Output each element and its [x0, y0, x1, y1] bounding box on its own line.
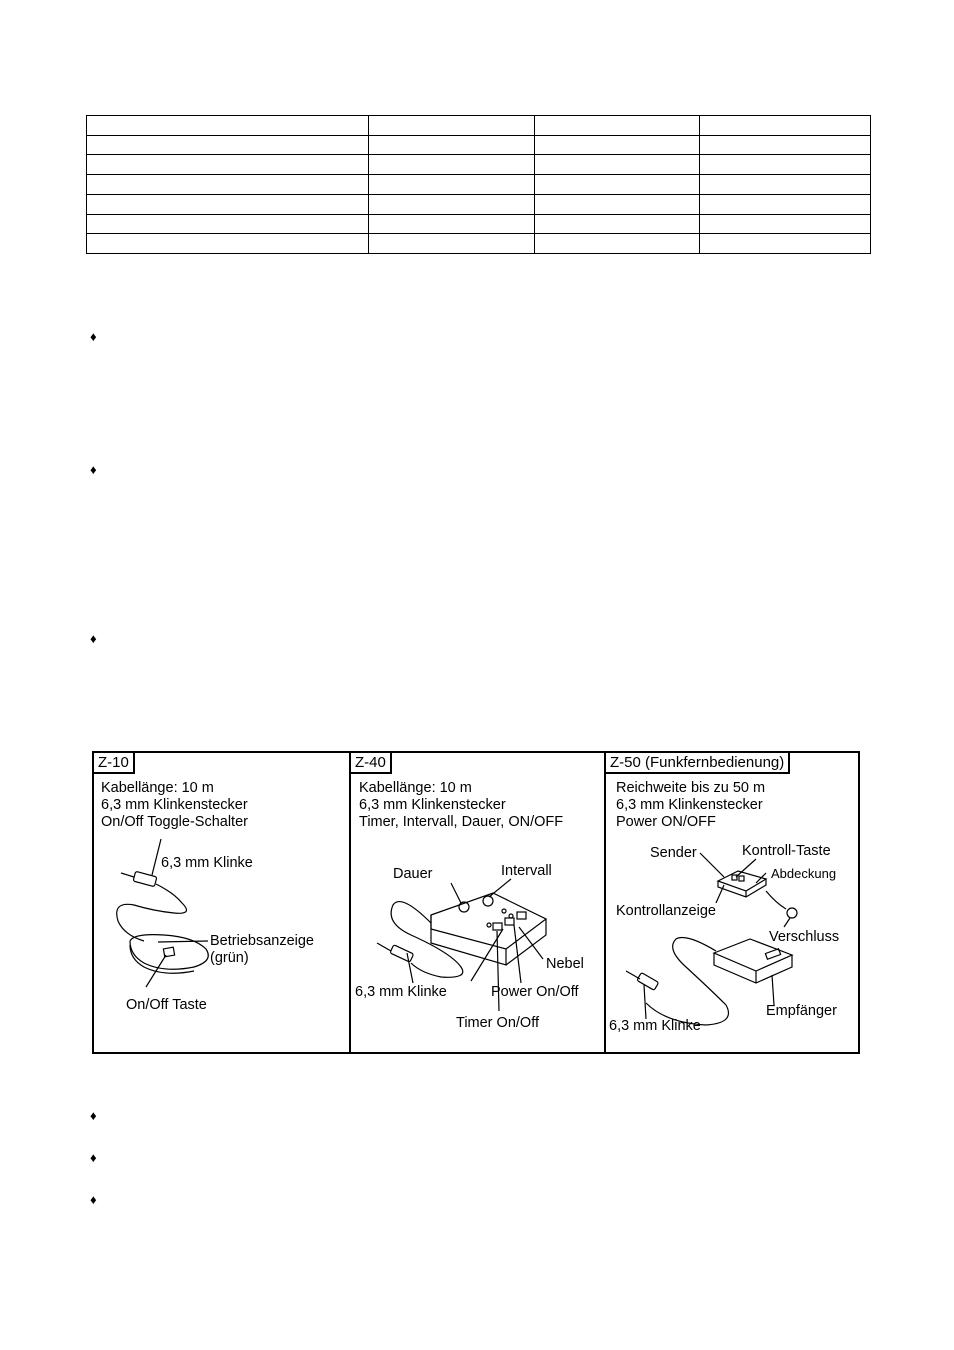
z40-interval-label: Intervall	[501, 863, 552, 879]
z10-indicator-color-label: (grün)	[210, 950, 249, 966]
z40-timer-label: Timer On/Off	[456, 1015, 539, 1031]
panel-tag: Z-40	[351, 753, 392, 774]
table-cell	[87, 116, 369, 136]
z50-receiver-label: Empfänger	[766, 1003, 837, 1019]
z50-jack-label: 6,3 mm Klinke	[609, 1018, 701, 1034]
spec-line: Kabellänge: 10 m	[359, 780, 472, 796]
spec-line: Reichweite bis zu 50 m	[616, 780, 766, 796]
spec-line: 6,3 mm Klinkenstecker	[616, 797, 763, 813]
panel-z10	[94, 753, 351, 1052]
panel-tag: Z-50 (Funkfernbedienung)	[606, 753, 790, 774]
z40-power-label: Power On/Off	[491, 984, 579, 1000]
table-cell	[369, 135, 535, 155]
table-cell	[87, 175, 369, 195]
table-cell	[700, 175, 871, 195]
z50-cover-label: Abdeckung	[771, 866, 837, 881]
bullet-1: ♦	[90, 329, 97, 344]
bullet-3: ♦	[90, 631, 97, 646]
bullet-5: ♦	[90, 1150, 97, 1165]
table-row	[87, 116, 871, 136]
table-cell	[87, 135, 369, 155]
panel-z50	[606, 753, 858, 1052]
spec-line: On/Off Toggle-Schalter	[101, 814, 248, 830]
z50-control-indicator-label: Kontrollanzeige	[616, 903, 716, 919]
table-row	[87, 214, 871, 234]
remote-controls-figure	[92, 751, 860, 1054]
table-cell	[535, 175, 700, 195]
spec-table	[86, 115, 871, 254]
table-cell	[369, 234, 535, 254]
z40-duration-label: Dauer	[393, 866, 433, 882]
bullet-4: ♦	[90, 1108, 97, 1123]
spec-line: Power ON/OFF	[616, 814, 716, 830]
table-cell	[369, 175, 535, 195]
table-cell	[700, 155, 871, 175]
table-cell	[535, 214, 700, 234]
bullet-2: ♦	[90, 462, 97, 477]
z10-indicator-label: Betriebsanzeige	[210, 933, 314, 949]
table-row	[87, 175, 871, 195]
z40-fog-label: Nebel	[546, 956, 584, 972]
table-cell	[87, 155, 369, 175]
table-row	[87, 135, 871, 155]
spec-line: Kabellänge: 10 m	[101, 780, 214, 796]
table-row	[87, 155, 871, 175]
table-cell	[369, 155, 535, 175]
table-cell	[700, 234, 871, 254]
spec-line: 6,3 mm Klinkenstecker	[101, 797, 248, 813]
table-cell	[369, 214, 535, 234]
table-cell	[87, 214, 369, 234]
z10-jack-label: 6,3 mm Klinke	[161, 855, 253, 871]
table-row	[87, 234, 871, 254]
z50-sender-label: Sender	[650, 845, 697, 861]
table-cell	[700, 214, 871, 234]
table-cell	[535, 155, 700, 175]
table-cell	[535, 234, 700, 254]
table-cell	[369, 116, 535, 136]
z50-lock-label: Verschluss	[769, 929, 840, 945]
panel-tag: Z-10	[94, 753, 135, 774]
z40-remote-illustration	[351, 753, 606, 1056]
table-cell	[535, 116, 700, 136]
table-cell	[700, 135, 871, 155]
table-cell	[369, 194, 535, 214]
table-cell	[87, 194, 369, 214]
table-cell	[535, 135, 700, 155]
spec-table-body	[87, 116, 871, 254]
z40-jack-label: 6,3 mm Klinke	[355, 984, 447, 1000]
bullet-6: ♦	[90, 1192, 97, 1207]
table-row	[87, 194, 871, 214]
table-cell	[535, 194, 700, 214]
table-cell	[700, 194, 871, 214]
spec-line: 6,3 mm Klinkenstecker	[359, 797, 506, 813]
z10-button-label: On/Off Taste	[126, 997, 207, 1013]
table-cell	[87, 234, 369, 254]
spec-line: Timer, Intervall, Dauer, ON/OFF	[359, 814, 564, 830]
table-cell	[700, 116, 871, 136]
z50-control-key-label: Kontroll-Taste	[742, 843, 831, 859]
panel-z40	[351, 753, 606, 1052]
